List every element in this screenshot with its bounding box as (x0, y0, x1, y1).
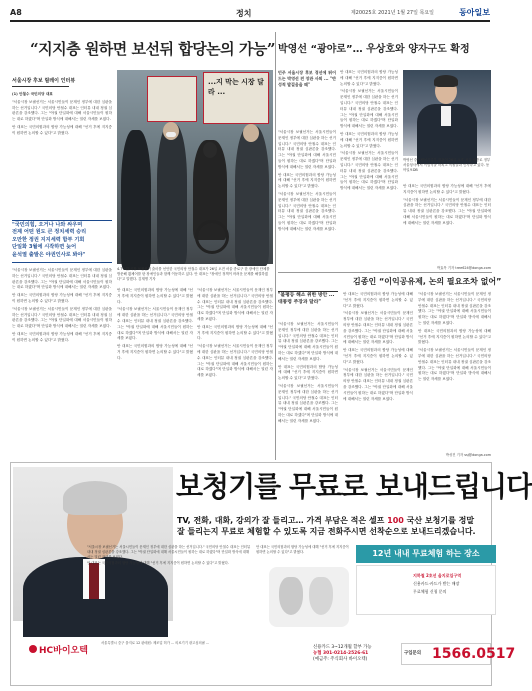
left-article-headline: “지지층 원하면 보선뒤 합당논의 가능” (30, 40, 275, 58)
paragraph: "서울시장 보궐선거는 서울시민들이 문재인 정부에 대한 심판을 하는 선거입니다." 국민의당 안철수 대표는 인터뷰 내내 정권 심판론을 강조했다. 그는 "야권 단일화에 대해 서울시민들이 원하는 대로 하겠다"며 단일화 방식에 대해서는 열린 자세를 보였다. (117, 307, 193, 341)
person-figure (157, 124, 187, 264)
protest-sign-text: ...지 막는 시장 달라 ... (208, 78, 264, 96)
paragraph: 안 대표는 국민의힘과의 합당 가능성에 대해 "선거 후에 지지층이 원하면 논의할 수 있다"고 밝혔다. (12, 293, 112, 303)
byline: 박성진 기자 ssj@donga.com (445, 453, 491, 457)
person-figure (121, 130, 151, 270)
paragraph: 안 대표는 국민의힘과의 합당 가능성에 대해 "선거 후에 지지층이 원하면 논의할 수 있다"고 밝혔다. (343, 292, 413, 308)
paragraph: "서울시장 보궐선거는 서울시민들이 문재인 정부에 대한 심판을 하는 선거입니다." 국민의당 안철수 대표는 인터뷰 내내 정권 심판론을 강조했다. 그는 "야권 단일화에 대해 서울시민들이 원하는 대로 하겠다"며 단일화 방식에 대해서는 열린 자세를 보였다. (278, 191, 336, 231)
paragraph: 안 대표는 국민의힘과의 합당 가능성에 대해 "선거 후에 지지층이 원하면 논의할 수 있다"고 밝혔다. (87, 560, 229, 565)
hearing-aid-device (309, 577, 333, 615)
payment-info (313, 645, 397, 664)
paragraph: "서울시장 보궐선거는 서울시민들이 문재인 정부에 대한 심판을 하는 선거입니다." 국민의당 안철수 대표는 인터뷰 내내 정권 심판론을 강조했다. 그는 "야권 단일화에 대해 서울시민들이 원하는 대로 하겠다"며 단일화 방식에 대해서는 열린 자세를 보였다. (340, 89, 398, 129)
protest-sign (147, 76, 197, 122)
newspaper-brand: 동아일보 (459, 7, 490, 17)
paragraph: "서울시장 보궐선거는 서울시민들이 문재인 정부에 대한 심판을 하는 선거입니다." 국민의당 안철수 대표는 인터뷰 내내 정권 심판론을 강조했다. 그는 "야권 단일화에 대해 서울시민들이 원하는 대로 하겠다"며 단일화 방식에 대해서는 열린 자세를 보였다. (197, 288, 273, 321)
paragraph: "서울시장 보궐선거는 서울시민들이 문재인 정부에 대한 심판을 하는 선거입니다." 국민의당 안철수 대표는 인터뷰 내내 정권 심판론을 강조했다. 그는 "야권 단일화에 대해 서울시민들이 원하는 대로 하겠다"며 단일화 방식에 대해서는 열린 자세를 보였다. (418, 348, 491, 382)
pullquote (12, 222, 112, 259)
paragraph: 안 대표는 국민의힘과의 합당 가능성에 대해 "선거 후에 지지층이 원하면 논의할 수 있다"고 밝혔다. (117, 288, 193, 304)
ad-sub-text: TV, 전화, 대화, 강의가 잘 들리고… 가격 부담은 적은 셀프 (177, 516, 385, 525)
paragraph: "서울시장 보궐선거는 서울시민들이 문재인 정부에 대한 심판을 하는 선거입니다." 국민의당 안철수 대표는 인터뷰 내내 정권 심판론을 강조했다. 그는 "야권 단일화에 대해 서울시민들이 원하는 대로 하겠다"며 단일화 방식에 대해서는 열린 자세를 보였다. (278, 322, 338, 361)
left-article-body-col2 (117, 288, 193, 454)
paragraph: "서울시장 보궐선거는 서울시민들이 문재인 정부에 대한 심판을 하는 선거입니다." 국민의당 안철수 대표는 인터뷰 내내 정권 심판론을 강조했다. 그는 "야권 단일화에 대해 서울시민들이 원하는 대로 하겠다"며 단일화 방식에 대해서는 열린 자세를 보였다. (12, 268, 112, 290)
ad-sub-text: 잘 들리는지 무료로 체험할 수 있도록 지금 전화주시면 선착순으로 보내드리겠습니다. (177, 527, 476, 536)
logo-mark-icon (29, 645, 37, 653)
pullquote-rule-top (12, 220, 112, 221)
company-logo-text: HC바이오텍 (39, 646, 88, 656)
pullquote-line: 윤석열 출발은 야권인사로 봐야" (12, 251, 86, 258)
paragraph: "서울시장 보궐선거는 서울시민들이 문재인 정부에 대한 심판을 하는 선거입니다." 국민의당 안철수 대표는 인터뷰 내내 정권 심판론을 강조했다. 그는 "야권 단일화에 대해 서울시민들이 원하는 대로 하겠다"며 단일화 방식에 대해서는 열린 자세를 보였다. (418, 292, 491, 325)
paragraph: 안 대표는 국민의힘과의 합당 가능성에 대해 "선거 후에 지지층이 원하면 논의할 수 있다"고 밝혔다. (12, 331, 112, 342)
free-trial-banner: 12년 내내 무료체험 하는 장소 (356, 545, 496, 563)
paragraph: 안 대표는 국민의힘과의 합당 가능성에 대해 "선거 후에 지지층이 원하면 논의할 수 있다"고 밝혔다. (343, 348, 413, 364)
protest-photo (117, 70, 273, 264)
hearing-aid-product-image (269, 567, 349, 627)
person-shirt (441, 106, 451, 126)
paragraph: "서울시장 보궐선거는 서울시민들이 문재인 정부에 대한 심판을 하는 선거입니다." 국민의당 안철수 대표는 인터뷰 내내 정권 심판론을 강조했다. 그는 "야권 단일화에 대해 서울시민들이 원하는 대로 하겠다"며 단일화 방식에 대해서는 열린 자세를 보였다. (403, 197, 491, 225)
hearing-aid-device (279, 577, 303, 615)
store-feature-line: 무료체험 신청 문의 (413, 589, 447, 594)
left-article-body-col1 (12, 268, 112, 454)
paragraph: 안 대표는 국민의힘과의 합당 가능성에 대해 "선거 후에 지지층이 원하면 논의할 수 있다"고 밝혔다. (278, 172, 336, 189)
person-head (163, 122, 179, 140)
page-number: A8 (10, 8, 22, 17)
ad-sub-highlight: 100 (387, 516, 404, 525)
paragraph: "서울시장 보궐선거는 서울시민들이 문재인 정부에 대한 심판을 하는 선거입니다." 국민의당 안철수 대표는 인터뷰 내내 정권 심판론을 강조했다. 그는 "야권 단일화에 대해 서울시민들이 원하는 대로 하겠다"며 단일화 방식에 대해서는 열린 자세를 보였다. (340, 151, 398, 191)
paragraph: "서울시장 보궐선거는 서울시민들이 문재인 정부에 대한 심판을 하는 선거입니다." 국민의당 안철수 대표는 인터뷰 내내 정권 심판론을 강조했다. 그는 "야권 단일화에 대해 서울시민들이 원하는 대로 하겠다"며 단일화 방식에 대해서는 열린 자세를 보였다. (12, 306, 112, 329)
interview-title-rule (12, 86, 69, 87)
lower-article-col1 (278, 322, 338, 458)
ad-spokesperson-photo (13, 467, 173, 621)
face-mask (166, 132, 176, 137)
paragraph: "서울시장 보궐선거는 서울시민들이 문재인 정부에 대한 심판을 하는 선거입니다." 국민의당 안철수 대표는 인터뷰 내내 정권 심판론을 강조했다. 그는 "야권 단일화에 대해 서울시민들이 원하는 대로 하겠다"며 단일화 방식에 대해서는 열린 자세를 보였다. (197, 344, 273, 378)
paragraph: 안 대표는 국민의힘과의 합당 가능성에 대해 "선거 후에 지지층이 원하면 논의할 수 있다"고 밝혔다. (12, 124, 112, 135)
left-article-body-col3 (197, 288, 273, 454)
right-article-col1 (278, 130, 336, 268)
person-figure (235, 126, 269, 266)
store-feature-line: 신용카드·카드가 받는 매장 (413, 581, 460, 586)
paragraph: 안 대표는 국민의힘과의 합당 가능성에 대해 "선거 후에 지지층이 원하면 논의할 수 있다"고 밝혔다. (418, 328, 491, 345)
issue-meta: 제20025호 2021년 1월 27일 목요일 (350, 10, 434, 16)
paragraph: 안 대표는 국민의힘과의 합당 가능성에 대해 "선거 후에 지지층이 원하면 논의할 수 있다"고 밝혔다. (256, 545, 349, 555)
ad-subheadline (177, 515, 495, 537)
paragraph: "서울시장 보궐선거는 서울시민들이 문재인 정부에 대한 심판을 하는 선거입니다." 국민의당 안철수 대표는 인터뷰 내내 정권 심판론을 강조했다. 그는 "야권 단일화에 대해 서울시민들이 원하는 대로 하겠다"며 단일화 방식에 대해서는 열린 자세를 보였다. (343, 311, 413, 345)
ad-body-text (256, 545, 352, 555)
phone-number: 1566.0517 (432, 646, 516, 662)
right-article-col2 (340, 70, 398, 266)
paragraph: "서울시장 보궐선거는 서울시민들이 문재인 정부에 대한 심판을 하는 선거입니다." 국민의당 안철수 대표는 인터뷰 내내 정권 심판론을 강조했다. 그는 "야권 단일화에 대해 서울시민들이 원하는 대로 하겠다"며 단일화 방식에 대해서는 열린 자세를 보였다. (343, 367, 413, 401)
interview-series-title: 서울시장 후보 릴레이 인터뷰 (12, 78, 76, 84)
left-article-body-top (12, 92, 112, 218)
wheelchair-wheel (195, 220, 229, 254)
pullquote-rule-bottom (12, 262, 112, 263)
section-divider (278, 272, 492, 273)
bank-account: 농협 301-0214-2526-61 (313, 651, 369, 657)
hearing-aid-advertisement (10, 462, 532, 686)
lower-article-col3 (418, 292, 491, 450)
paragraph: 안 대표는 국민의힘과의 합당 가능성에 대해 "선거 후에 지지층이 원하면 논의할 수 있다"고 밝혔다. (278, 364, 338, 381)
ad-sub-text: 국산 보청기를 정말 (406, 516, 475, 525)
minister-photo (403, 70, 491, 156)
right-article-headline: 박영선 “광야로”… 우상호와 양자구도 확정 (278, 44, 470, 55)
company-logo (29, 643, 88, 656)
lower-article-headline: 김종인 “이익공유제, 논의 필요조차 없어” (353, 277, 502, 286)
section-title: 정치 (236, 9, 252, 18)
minister-photo-caption: 박영선 중소벤처기업부 장관이 26일 오후 서울 세종로 정부서울청사에서 이임식을 마치고 직원들과 인사하고 있다. 동아일보DB (403, 158, 491, 172)
paragraph: 안 대표는 국민의힘과의 합당 가능성에 대해 "선거 후에 지지층이 원하면 논의할 수 있다"고 밝혔다. (197, 324, 273, 341)
lower-article-col2 (343, 292, 413, 458)
paragraph: 안 대표는 국민의힘과의 합당 가능성에 대해 "선거 후에 지지층이 원하면 논의할 수 있다"고 밝혔다. (403, 184, 491, 194)
person-head (243, 124, 259, 142)
paragraph: "서울시장 보궐선거는 서울시민들이 문재인 정부에 대한 심판을 하는 선거입니다." 국민의당 안철수 대표는 인터뷰 내내 정권 심판론을 강조했다. 그는 "야권 단일화에 대해 서울시민들이 원하는 대로 하겠다"며 단일화 방식에 대해서는 열린 자세를 보였다. (87, 545, 251, 560)
paragraph: 안 대표는 국민의힘과의 합당 가능성에 대해 "선거 후에 지지층이 원하면 논의할 수 있다"고 밝혔다. (340, 131, 398, 148)
section-label: (1) 안철수 국민의당 대표 (12, 92, 53, 96)
ad-headline: 보청기를 무료로 보내드립니다 (176, 470, 532, 503)
order-phone-box (401, 643, 516, 665)
account-holder: (예금주: 주식회사 바이오텍) (313, 657, 368, 663)
paragraph: 안 대표는 국민의힘과의 합당 가능성에 대해 "선거 후에 지지층이 원하면 논의할 수 있다"고 밝혔다. (117, 344, 193, 360)
paragraph: "서울시장 보궐선거는 서울시민들이 문재인 정부에 대한 심판을 하는 선거입니다." 국민의당 안철수 대표는 인터뷰 내내 정권 심판론을 강조했다. 그는 "야권 단일화에 대해 서울시민들이 원하는 대로 하겠다"며 단일화 방식에 대해서는 열린 자세를 보였다. (278, 383, 338, 423)
pullquote-line: 전제 어떤 원도 큰 정치세력 승리 (12, 229, 87, 236)
right-article-lead: 민주 서울시장 후보 경선에 뛰어드는 박영선 전 장관 사퇴 ... "반성적 발걸음을 떼" (278, 70, 336, 88)
protest-sign (203, 72, 269, 124)
phone-label: 구입문의 (404, 651, 421, 656)
ad-footer-info: 서울특별시 중구 을지로 12 판매원: 제조업 허가 ... 의료기기 광고심의필 ... (101, 641, 210, 645)
paragraph: 안 대표는 국민의힘과의 합당 가능성에 대해 "선거 후에 지지층이 원하면 논의할 수 있다"고 밝혔다. (340, 70, 398, 86)
pullquote-line: "국민의힘, 오거나 나와 싸우며 (12, 222, 83, 228)
person-tie (89, 563, 99, 599)
pullquote-line: 오만한 정권 지지세력 함부 기회 (12, 236, 85, 243)
payment-line: 신용카드 3~12개월 할부 가능 (313, 645, 372, 650)
paragraph: "서울시장 보궐선거는 서울시민들이 문재인 정부에 대한 심판을 하는 선거입니다." 국민의당 안철수 대표는 인터뷰 내내 정권 심판론을 강조했다. 그는 "야권 단일화에 대해 서울시민들이 원하는 대로 하겠다"며 단일화 방식에 대해서는 열린 자세를 보였다. (12, 99, 112, 122)
ad-body-text (87, 545, 252, 566)
right-article-col3 (403, 184, 491, 264)
pullquote-line: 단일화 3월에 시작하면 늦어 (12, 244, 77, 251)
paragraph: "서울시장 보궐선거는 서울시민들이 문재인 정부에 대한 심판을 하는 선거입니다." 국민의당 안철수 대표는 인터뷰 내내 정권 심판론을 강조했다. 그는 "야권 단일화에 대해 서울시민들이 원하는 대로 하겠다"며 단일화 방식에 대해서는 열린 자세를 보였다. (278, 130, 336, 169)
person-head (203, 142, 217, 158)
person-hair (63, 481, 127, 515)
lower-article-subhead: "불평등 해소 위한 방안 ... 대통령 주장과 달라" (278, 293, 335, 305)
byline: 박효목 기자 tree624@donga.com (436, 266, 491, 270)
column-divider (275, 32, 276, 460)
page-header (10, 6, 490, 22)
store-feature-line: 지하철 2호선 을지로입구역 (413, 573, 462, 578)
protest-photo-caption: 4.7 서울시장 보궐선거 출마를 선언한 국민의당 안철수 대표가 26일 오전 서울 종로구 한 장애인 단체를 방문해 휠체어를 탄 장애인들과 함께 이동하고 있다. 안 대표는 "장애인 정책이 어려운 문제를 해결하겠다"고 말했다. 김재명 기자 (117, 267, 270, 281)
person-hair (434, 75, 458, 87)
